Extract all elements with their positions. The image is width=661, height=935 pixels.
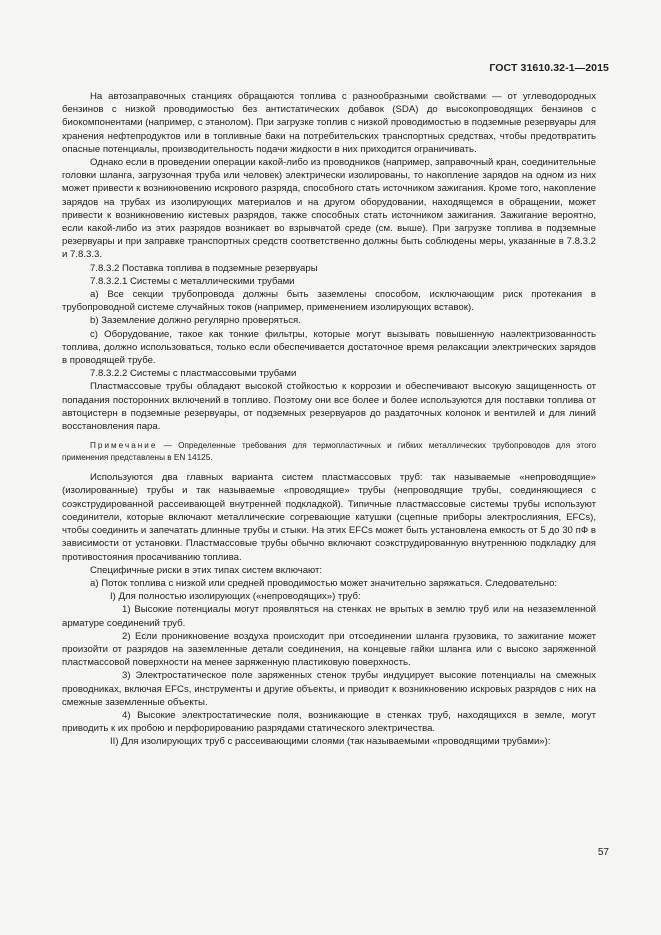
list-item: 4) Высокие электростатические поля, возникающие в стенках труб, находящихся в земле, могут приводить к их пробою и перфорированию разрядами статического электричества. xyxy=(62,709,596,735)
list-item: a) Поток топлива с низкой или средней проводимостью может значительно заряжаться. Следовательно: xyxy=(90,577,558,589)
paragraph: Пластмассовые трубы обладают высокой стойкостью к коррозии и обеспечивают высокую защищенность от попадания посторонних включений в топливо. Поэтому они все более и более используются для поставки топлива от автоцистерн в подземные резервуары, от подземных резервуаров до раздаточных колонок и вентилей и для линий восстановления пара. xyxy=(62,381,596,433)
note-label: Примечание xyxy=(90,441,158,451)
section-heading: 7.8.3.2 Поставка топлива в подземные резервуары xyxy=(90,262,318,274)
page-number: 57 xyxy=(597,847,609,858)
section-heading: 7.8.3.2.1 Системы с металлическими трубами xyxy=(90,275,295,287)
note-text: — Определенные требования для термопластичных и гибких металлических трубопроводов для этого применения представлены в EN 14125. xyxy=(62,441,596,463)
list-item: c) Оборудование, такое как тонкие фильтры, которые могут вызывать повышенную наэлектризованность топлива, должно использоваться, только если обеспечивается достаточное время релаксации электрических зарядов в проводящей трубе. xyxy=(62,328,596,367)
list-item: 1) Высокие потенциалы могут проявляться на стенках не врытых в землю труб или на незаземленной арматуре соединений труб. xyxy=(62,604,596,629)
sub-heading: II) Для изолирующих труб с рассеивающими слоями (так называемыми «проводящими трубами»): xyxy=(110,736,551,748)
section-heading: 7.8.3.2.2 Системы с пластмассовыми трубами xyxy=(90,368,297,380)
sub-heading: I) Для полностью изолирующих («непроводящих») труб: xyxy=(110,591,361,603)
list-item: 2) Если проникновение воздуха происходит при отсоединении шланга грузовика, то зажигание может произойти от разрядов на заземленные детали соединения, на концевые гайки шланга или с высоко заряженной пластмассовой поверхности на менее заряженную пластиковую поверхность. xyxy=(62,630,596,669)
paragraph: Используются два главных варианта систем пластмассовых труб: так называемые «непроводящие» (изолированные) трубы и так называемые «проводящие» трубы (непроводящие трубы, соединяющиеся с соэкструдированной рассеивающей внутренней подкладкой). Типичные пластмассовые системы трубы используют соединители, которые включают металлические согревающие катушки (сцепные приборы электрослияния, EFCs), чтобы соединить и запечатать длинные трубы и стыки. На этих EFCs может быть установлена емкость от 5 до 30 пФ в зависимости от установки. Пластмассовые трубы обычно включают соэкструдированную внутреннюю подкладку для противостояния просачиванию топлива. xyxy=(62,472,596,563)
document-body xyxy=(62,90,596,749)
standard-header: ГОСТ 31610.32-1—2015 xyxy=(489,62,609,74)
paragraph: Однако если в проведении операции какой-либо из проводников (например, заправочный кран, соединительные головки шланга, загрузочная труба или человек) электрически изолированы, то накопление зарядов на одном из них может привести к возникновению искрового разряда, способного стать источником зажигания. Кроме того, накопление зарядов на трубах из изолирующих материалов и на другом оборудовании, находящемся в обращении, может привести к возникновению кистевых разрядов, также способных стать источником зажигания. Зажигание вероятно, если какой-либо из этих разрядов возникает во взрывчатой среде (см. выше). При загрузке топлива в подземные резервуары и при заправке транспортных средств соответственно должны быть соблюдены меры, указанные в 7.8.3.2 и 7.8.3.3. xyxy=(62,157,596,261)
paragraph: Специфичные риски в этих типах систем включают: xyxy=(90,564,323,576)
note xyxy=(62,440,596,464)
paragraph: На автозаправочных станциях обращаются топлива с разнообразными свойствами — от углеводородных бензинов с низкой проводимостью без антистатических добавок (SDA) до высокопроводящих бензинов с биокомпонентами (например, с этанолом). При загрузке топлив с низкой проводимостью в подземные резервуары для хранения нефтепродуктов или в топливные баки на потребительских транспортных средствах, чтобы предотвратить опасные потенциалы, производительность подачи жидкости в них приходится ограничивать. xyxy=(62,91,596,155)
list-item: 3) Электростатическое поле заряженных стенок трубы индуцирует высокие потенциалы на смежных проводниках, включая EFCs, инструменты и другие объекты, и приводит к возникновению искровых разрядов с них на смежные заземленные объекты. xyxy=(62,670,596,708)
list-item: a) Все секции трубопровода должны быть заземлены способом, исключающим риск протекания в трубопроводной системе случайных токов (например, применением изолирующих вставок). xyxy=(62,289,596,314)
list-item: b) Заземление должно регулярно проверяться. xyxy=(90,315,301,327)
